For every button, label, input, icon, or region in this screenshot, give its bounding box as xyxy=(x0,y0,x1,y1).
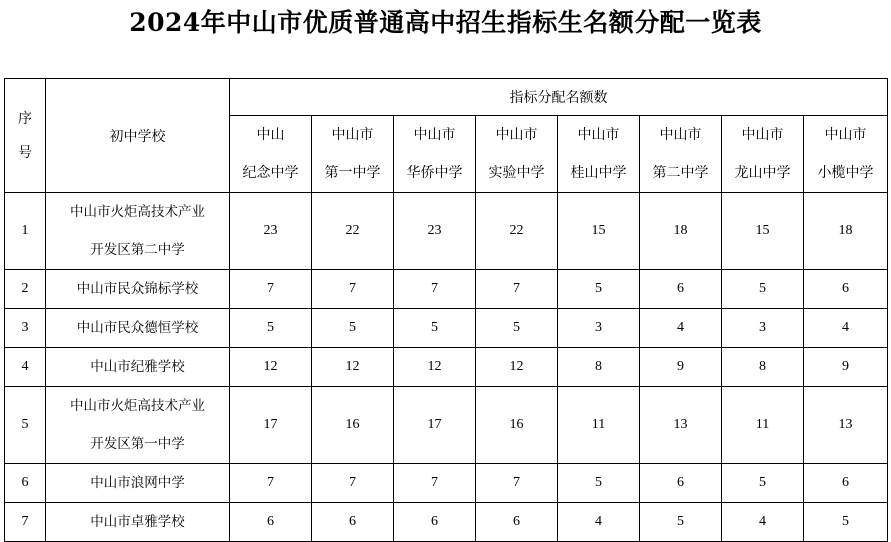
row-value-col-1: 23 xyxy=(230,193,312,270)
row-value-col-2: 7 xyxy=(312,464,394,503)
row-value-col-7: 11 xyxy=(722,387,804,464)
row-value-col-1: 17 xyxy=(230,387,312,464)
row-seq: 2 xyxy=(5,270,46,309)
row-value-col-2: 12 xyxy=(312,348,394,387)
table-row xyxy=(5,193,888,270)
row-value-col-3: 17 xyxy=(394,387,476,464)
row-school-line2: 开发区第二中学 xyxy=(90,242,185,258)
row-value-col-5: 3 xyxy=(558,309,640,348)
header-seq xyxy=(5,79,46,193)
header-seq-line2: 号 xyxy=(18,144,32,161)
table-row xyxy=(5,387,888,464)
row-value-col-5: 4 xyxy=(558,503,640,542)
row-school-name xyxy=(46,309,230,348)
row-school-name xyxy=(46,387,230,464)
row-value-col-6: 18 xyxy=(640,193,722,270)
header-column-4 xyxy=(476,116,558,193)
row-school-line1: 中山市民众锦标学校 xyxy=(76,281,199,297)
row-value-col-4: 7 xyxy=(476,464,558,503)
header-column-line2: 纪念中学 xyxy=(242,165,299,181)
row-value-col-1: 12 xyxy=(230,348,312,387)
row-seq: 7 xyxy=(5,503,46,542)
header-quota-group: 指标分配名额数 xyxy=(230,79,888,116)
row-value-col-8: 9 xyxy=(804,348,888,387)
table-row xyxy=(5,464,888,503)
header-column-line2: 第二中学 xyxy=(652,165,709,181)
header-column-6 xyxy=(640,116,722,193)
row-value-col-3: 5 xyxy=(394,309,476,348)
row-value-col-6: 6 xyxy=(640,270,722,309)
row-value-col-2: 16 xyxy=(312,387,394,464)
row-value-col-5: 5 xyxy=(558,464,640,503)
header-column-line1: 中山市 xyxy=(331,127,374,143)
header-seq-line1: 序 xyxy=(18,110,32,127)
table-row xyxy=(5,348,888,387)
row-school-line1: 中山市民众德恒学校 xyxy=(76,320,199,336)
row-value-col-8: 4 xyxy=(804,309,888,348)
row-school-name xyxy=(46,348,230,387)
row-value-col-3: 12 xyxy=(394,348,476,387)
row-value-col-1: 6 xyxy=(230,503,312,542)
header-school: 初中学校 xyxy=(46,79,230,193)
row-school-line1: 中山市浪网中学 xyxy=(90,475,185,491)
row-value-col-2: 22 xyxy=(312,193,394,270)
row-school-line1: 中山市火炬高技术产业 xyxy=(70,398,205,414)
row-value-col-5: 15 xyxy=(558,193,640,270)
row-value-col-5: 11 xyxy=(558,387,640,464)
header-column-line2: 龙山中学 xyxy=(734,165,791,181)
row-value-col-5: 5 xyxy=(558,270,640,309)
row-value-col-4: 6 xyxy=(476,503,558,542)
row-school-line1: 中山市火炬高技术产业 xyxy=(70,204,205,220)
row-school-name xyxy=(46,193,230,270)
row-seq: 3 xyxy=(5,309,46,348)
row-school-line1: 中山市纪雅学校 xyxy=(90,359,185,375)
header-column-line2: 桂山中学 xyxy=(570,165,627,181)
row-school-line2: 开发区第一中学 xyxy=(90,436,185,452)
row-value-col-8: 6 xyxy=(804,270,888,309)
page-title: 2024年中山市优质普通高中招生指标生名额分配一览表 xyxy=(129,8,762,37)
row-school-name xyxy=(46,464,230,503)
row-value-col-8: 13 xyxy=(804,387,888,464)
row-school-line1: 中山市卓雅学校 xyxy=(90,514,185,530)
header-column-8 xyxy=(804,116,888,193)
row-school-name xyxy=(46,503,230,542)
table-row xyxy=(5,309,888,348)
row-value-col-7: 5 xyxy=(722,464,804,503)
header-column-3 xyxy=(394,116,476,193)
header-column-line1: 中山市 xyxy=(741,127,784,143)
row-value-col-1: 7 xyxy=(230,270,312,309)
header-column-line1: 中山市 xyxy=(495,127,538,143)
row-value-col-4: 5 xyxy=(476,309,558,348)
row-seq: 6 xyxy=(5,464,46,503)
row-value-col-8: 18 xyxy=(804,193,888,270)
row-school-name xyxy=(46,270,230,309)
row-value-col-5: 8 xyxy=(558,348,640,387)
row-value-col-2: 6 xyxy=(312,503,394,542)
row-value-col-4: 16 xyxy=(476,387,558,464)
header-column-line1: 中山 xyxy=(256,127,285,143)
row-value-col-4: 12 xyxy=(476,348,558,387)
row-value-col-4: 22 xyxy=(476,193,558,270)
row-value-col-2: 5 xyxy=(312,309,394,348)
row-value-col-4: 7 xyxy=(476,270,558,309)
header-column-2 xyxy=(312,116,394,193)
table-row xyxy=(5,503,888,542)
row-seq: 4 xyxy=(5,348,46,387)
header-column-5 xyxy=(558,116,640,193)
row-seq: 1 xyxy=(5,193,46,270)
header-column-line2: 小榄中学 xyxy=(817,165,874,181)
row-value-col-7: 5 xyxy=(722,270,804,309)
row-value-col-6: 13 xyxy=(640,387,722,464)
row-value-col-3: 23 xyxy=(394,193,476,270)
row-value-col-7: 3 xyxy=(722,309,804,348)
table-row xyxy=(5,270,888,309)
header-column-1 xyxy=(230,116,312,193)
row-seq: 5 xyxy=(5,387,46,464)
row-value-col-1: 7 xyxy=(230,464,312,503)
header-column-line2: 华侨中学 xyxy=(406,165,463,181)
row-value-col-3: 6 xyxy=(394,503,476,542)
row-value-col-6: 6 xyxy=(640,464,722,503)
header-column-line2: 实验中学 xyxy=(488,165,545,181)
row-value-col-7: 15 xyxy=(722,193,804,270)
row-value-col-7: 4 xyxy=(722,503,804,542)
header-column-line1: 中山市 xyxy=(824,127,867,143)
row-value-col-3: 7 xyxy=(394,270,476,309)
header-column-7 xyxy=(722,116,804,193)
row-value-col-1: 5 xyxy=(230,309,312,348)
row-value-col-7: 8 xyxy=(722,348,804,387)
header-column-line1: 中山市 xyxy=(413,127,456,143)
row-value-col-2: 7 xyxy=(312,270,394,309)
header-column-line1: 中山市 xyxy=(577,127,620,143)
row-value-col-8: 6 xyxy=(804,464,888,503)
header-column-line1: 中山市 xyxy=(659,127,702,143)
header-column-line2: 第一中学 xyxy=(324,165,381,181)
row-value-col-8: 5 xyxy=(804,503,888,542)
row-value-col-6: 4 xyxy=(640,309,722,348)
row-value-col-6: 5 xyxy=(640,503,722,542)
row-value-col-3: 7 xyxy=(394,464,476,503)
quota-table xyxy=(4,78,888,542)
row-value-col-6: 9 xyxy=(640,348,722,387)
